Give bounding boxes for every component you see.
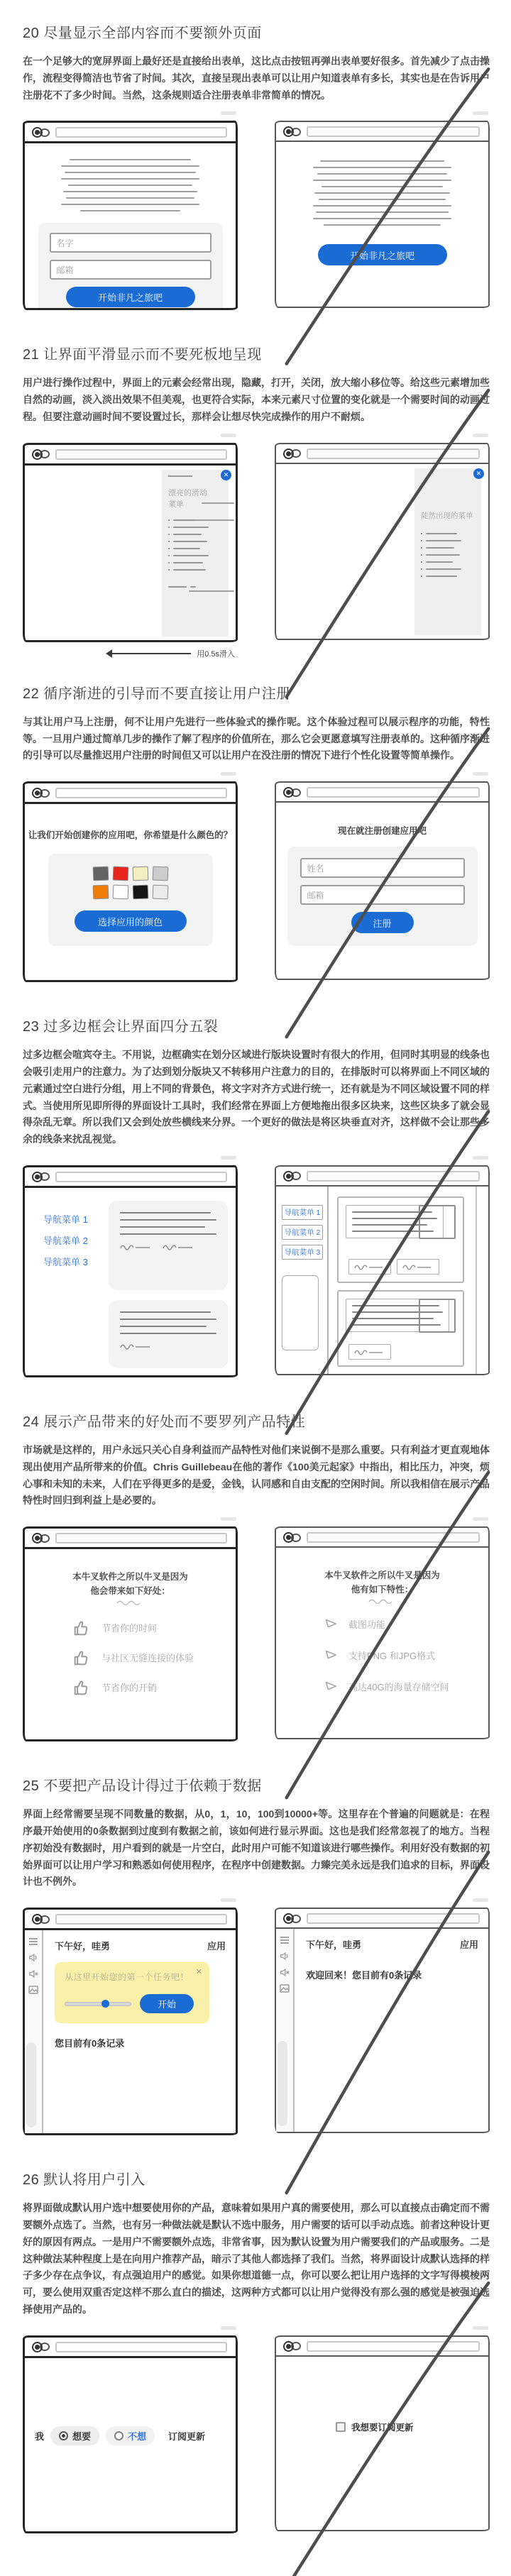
start-button[interactable]: 开始: [140, 1994, 194, 2013]
popup-menu-panel: [414, 468, 481, 635]
menu-label: 漂亮的滑动菜单: [168, 488, 207, 509]
thumbs-up-icon: [72, 1648, 92, 1668]
color-swatch[interactable]: [152, 885, 168, 900]
sketch-25-good: [23, 1908, 238, 2135]
benefit-item: 节省你的开销: [72, 1678, 236, 1697]
sketch-24-good: [23, 1526, 238, 1741]
menu-icon: [28, 1937, 38, 1946]
menu-items: [168, 519, 222, 571]
back-forward-icon: [32, 1172, 50, 1182]
callout-text: 从这里开始您的第一个任务吧！: [65, 1972, 189, 1983]
back-forward-icon: [283, 1532, 301, 1543]
choose-color-button[interactable]: 选择应用的颜色: [75, 910, 187, 932]
back-forward-icon: [283, 2341, 301, 2352]
url-bar: [307, 787, 480, 798]
progress-slider[interactable]: [65, 2002, 131, 2006]
annotation-line: [202, 502, 234, 504]
section-20-heading: 20 尽量显示全部内容而不要额外页面: [23, 26, 262, 41]
left-arrow-icon: [107, 653, 191, 654]
records-count-text: 您目前有0条记录: [55, 2038, 125, 2049]
section-25-body: 界面上经常需要呈现不同数量的数据，从0，1，10，100到10000+等。这里存在个普遍的问题就是：在程序最开始使用的0条数据到过度到有数据之前，该如何进行显示界面。这也是我们经常忽视了的地方。当程序初始没有数据时，用户看到的就是一片空白，此时用户可能不知道该进行哪些操作。利用好没有数据的初始界面可以让用户学习和熟悉如何使用程序，在程序中创建数据。力臻完美永远是我们追求的目标，界面设计也不例外。: [23, 1808, 490, 1888]
section-24-body: 市场就是这样的，用户永远只关心自身利益而产品特性对他们来说倒不是那么重要。只有利益才更直观地体现出使用产品所带来的价值。Chris Guillebeau在他的著作《100美元起家》中指出，相比压力，冲突，烦心事和未知的未来，人们在乎得更多的是爱，金钱，认同感和自由支配的空闲时间。所以我相信在展示产品特性时回归到利益上是必要的。: [23, 1443, 490, 1507]
app-header: [306, 1937, 478, 1951]
speaker-mute-icon: [28, 1969, 38, 1978]
radio-unselected-icon[interactable]: [114, 2431, 123, 2440]
corner-mark: [221, 1156, 236, 1160]
register-panel: [287, 847, 478, 946]
color-swatch[interactable]: [132, 866, 148, 881]
boxed-sidebar: [276, 1187, 329, 1374]
sketch-20-bad: [275, 121, 490, 308]
section-26: [23, 2168, 490, 2533]
browser-frame: [23, 1908, 238, 2135]
bordered-content-block: [337, 1290, 464, 1367]
browser-frame: [23, 781, 238, 982]
section-24-figures: [23, 1526, 490, 1741]
close-icon[interactable]: ✕: [473, 468, 484, 479]
checkbox-unchecked-icon[interactable]: [336, 2422, 346, 2432]
features-title: 本牛叉软件之所以牛叉是因为 他有如下特性：: [324, 1570, 440, 1595]
url-bar: [55, 788, 227, 798]
sketch-20-good: [23, 121, 238, 310]
browser-chrome: [25, 1529, 236, 1549]
section-21-body: 用户进行操作过程中，界面上的元素会经常出现，隐藏，打开，关闭，放大缩小移位等。给这些元素增加些自然的动画，淡入淡出效果不但美观，也更符合实际，本来元素尺寸位置的变化就是一个需要时间的动画过程。但要注意动画时间不要设置过长，那样会让想尽快完成操作的用户不耐烦。: [23, 377, 490, 422]
corner-mark: [221, 772, 236, 776]
section-22-body: 与其让用户马上注册，何不让用户先进行一些体验式的操作呢。这个体验过程可以展示程序的功能，特性等。一旦用户通过简单几步的操作了解了程序的价值所在，那么它会更愿意填写注册表单的。这种循序渐进的引导可以尽量推迟用户注册的时间但又可以让用户在没注册的情况下进行个性化设置等简单操作。: [23, 715, 490, 761]
benefits-title: 本牛叉软件之所以牛叉是因为 他会带来如下好处：: [72, 1572, 188, 1596]
url-bar: [307, 1171, 480, 1182]
back-forward-icon: [32, 2342, 50, 2352]
nav-link-1[interactable]: 导航菜单 1: [282, 1205, 323, 1220]
subscribe-checkbox-row: [336, 2421, 488, 2433]
color-swatch[interactable]: [152, 866, 168, 881]
corner-mark: [221, 111, 236, 115]
browser-frame: [23, 443, 238, 642]
sketch-24-bad: [275, 1526, 490, 1739]
color-swatch[interactable]: [112, 885, 128, 900]
checkbox-label: 我想要订阅更新: [351, 2422, 414, 2433]
browser-frame: [23, 121, 238, 310]
name-field[interactable]: 姓名: [300, 858, 465, 878]
url-bar: [55, 127, 227, 138]
app-header: [55, 1939, 226, 1952]
section-25: [23, 1774, 490, 2135]
option-prefix: 我: [35, 2431, 45, 2442]
corner-mark: [473, 1156, 488, 1160]
nav-link-2[interactable]: 导航菜单 2: [282, 1225, 323, 1240]
back-forward-icon: [32, 1533, 50, 1543]
features-list: [323, 1617, 488, 1695]
placeholder-text-lines: [313, 160, 451, 226]
browser-chrome: [276, 122, 488, 142]
slide-in-annotation: [107, 648, 235, 659]
browser-frame: [275, 781, 490, 980]
corner-mark: [221, 1517, 236, 1521]
placeholder-text-lines: [61, 159, 199, 211]
browser-chrome: [276, 1528, 488, 1548]
app-sidebar: [25, 1930, 43, 2133]
corner-mark: [473, 772, 488, 776]
back-forward-icon: [283, 448, 301, 459]
section-21-heading: 21 让界面平滑显示而不要死板地呈现: [23, 347, 262, 363]
bordered-squiggle-box: [348, 1344, 391, 1360]
browser-chrome: [25, 783, 236, 804]
url-bar: [55, 2342, 227, 2352]
benefits-list: [72, 1618, 236, 1697]
nav-link-3[interactable]: 导航菜单 3: [282, 1245, 323, 1260]
nav-link-3[interactable]: 导航菜单 3: [43, 1256, 88, 1267]
speaker-mute-icon: [280, 1968, 290, 1977]
section-24: [23, 1410, 490, 1741]
corner-mark: [473, 2326, 488, 2330]
menu-label: 陡然出现的菜单: [421, 511, 473, 520]
feature-item: 支持PNG 和JPG格式: [323, 1648, 488, 1663]
close-icon[interactable]: ✕: [221, 470, 231, 480]
app-sidebar: [276, 1929, 295, 2132]
url-bar: [307, 448, 480, 459]
image-placeholder-box: [419, 1205, 456, 1239]
welcome-message: 欢迎回来！您目前有0条记录: [306, 1970, 422, 1981]
sidebar-texture: [278, 2041, 287, 2126]
email-field[interactable]: 邮箱: [300, 885, 465, 905]
section-25-heading: 25 不要把产品设计得过于依赖于数据: [23, 1778, 262, 1795]
browser-frame: [275, 121, 490, 308]
underline-squiggle: [276, 1598, 488, 1604]
thumbs-up-icon: [72, 1618, 92, 1638]
browser-frame: [275, 443, 490, 640]
url-bar: [55, 1533, 227, 1543]
corner-mark: [473, 111, 488, 115]
color-swatch[interactable]: [92, 885, 109, 900]
url-bar: [55, 1914, 227, 1925]
speaker-icon: [28, 1953, 38, 1962]
app-menu-label[interactable]: 应用: [459, 1939, 478, 1951]
menu-icon: [280, 1936, 290, 1944]
radio-selected-icon[interactable]: [59, 2431, 68, 2440]
option-suffix: 订阅更新: [168, 2431, 206, 2442]
section-24-heading: 24 展示产品带来的好处而不要罗列产品特性: [23, 1414, 306, 1430]
thumbs-up-icon: [72, 1678, 92, 1697]
back-forward-icon: [32, 449, 50, 460]
sketch-26-good: [23, 2335, 238, 2533]
browser-chrome: [276, 1167, 488, 1187]
browser-chrome: [276, 444, 488, 464]
name-field[interactable]: 名字: [50, 233, 211, 253]
register-prompt: 现在就注册创建应用吧: [337, 826, 427, 837]
browser-chrome: [276, 783, 488, 803]
sketch-25-bad: [275, 1908, 490, 2133]
section-22-heading: 22 循序渐进的引导而不要直接让用户注册: [23, 686, 291, 702]
sketch-22-bad: [275, 781, 490, 980]
section-20: [23, 21, 490, 310]
url-bar: [55, 449, 227, 460]
url-bar: [307, 1532, 480, 1543]
bordered-squiggle-box: [397, 1259, 439, 1275]
browser-frame: [275, 1908, 490, 2133]
back-forward-icon: [32, 1914, 50, 1925]
empty-bordered-box: [282, 1275, 319, 1350]
slide-duration-note: 用0.5s滑入: [197, 649, 235, 659]
menu-items: [421, 533, 475, 577]
section-23: [23, 1015, 490, 1377]
feature-item: 高达40G的海量存储空间: [323, 1679, 488, 1695]
bordered-squiggle-box: [348, 1259, 391, 1275]
sketch-23-bad: [275, 1165, 490, 1375]
email-field[interactable]: 邮箱: [50, 260, 211, 280]
section-20-figures: [23, 121, 490, 310]
annotation-line: [189, 590, 234, 592]
corner-mark: [473, 1517, 488, 1521]
section-23-body: 过多边框会喧宾夺主。不用说，边框确实在划分区域进行版块设置时有很大的作用，但同时其明显的线条也会吸引走用户的注意力。为了达到划分版块又不转移用户注意力的目的，在排版时可以将界面上不同区域的元素通过空白进行分组，用上不同的背景色，将文字对齐方式进行统一，还有就是为不同区域设置不同的样式。当使用所见即所得的界面设计工具时，我们经常在界面上方便地拖出很多区块来，这些区块多了就会显得杂乱无章。所以我们又会到处放些横线来分界。一个更好的做法是将区块垂直对齐，这样做不会让那些多余的线条来扰乱视觉。: [23, 1049, 490, 1145]
underline-squiggle: [25, 1600, 236, 1605]
content-block: [109, 1201, 228, 1290]
url-bar: [55, 1172, 227, 1182]
back-forward-icon: [283, 1171, 301, 1182]
corner-mark: [221, 434, 236, 437]
section-23-figures: [23, 1165, 490, 1377]
browser-chrome: [25, 2338, 236, 2358]
sketch-21-bad: [275, 443, 490, 640]
browser-frame: [275, 2335, 490, 2531]
color-swatch[interactable]: [132, 885, 148, 900]
section-21: [23, 343, 490, 659]
corner-mark: [473, 434, 488, 437]
browser-chrome: [276, 2337, 488, 2357]
bordered-content-block: [337, 1196, 464, 1283]
pointer-icon: [323, 1679, 339, 1695]
section-22-figures: [23, 781, 490, 982]
sketch-21-good: [23, 443, 238, 659]
content-block: [109, 1300, 228, 1368]
pointer-icon: [323, 1648, 339, 1663]
greeting-text: 下午好，哇勇: [306, 1939, 362, 1951]
section-26-body: 将界面做成默认用户选中想要使用你的产品，意味着如果用户真的需要使用，那么可以直接点击确定而不需要额外点选了。当然，也有另一种做法就是默认不选中服务，用户需要的话可以手动点选。前者这种设计更好的原因有两点。一是用户不需要额外点选，非常省事，因为默认设置为用户需要我们的产品或服务。二是这种做法某种程度上是在向用户推荐产品，暗示了其他人都选择了我们。当然，将界面设计成默认选择的样子多少存在点争议，有点强迫用户的感觉。如果你想道德一点，你可以要么把让用户选择的文字写得模棱两可，要么使用双重否定这样不那么直白的描述，这两种方式都可以让用户觉得没有那么强的感觉是被强迫选择使用产品的。: [23, 2202, 490, 2315]
signature-squiggles: [120, 1343, 216, 1350]
slider-thumb[interactable]: [101, 2000, 109, 2008]
sketch-26-bad: [275, 2335, 490, 2531]
section-26-figures: [23, 2335, 490, 2533]
sidebar-texture: [26, 2042, 36, 2128]
menu-header-line: [168, 475, 192, 477]
section-22: [23, 682, 490, 982]
sketch-22-good: [23, 781, 238, 982]
onboarding-prompt: 让我们开始创建你的应用吧，你希望是什么颜色的？: [28, 830, 233, 841]
benefit-item: 节省你的时间: [72, 1618, 236, 1638]
browser-chrome: [25, 445, 236, 466]
section-20-body: 在一个足够大的宽屏界面上最好还是直接给出表单，这比点击按钮再弹出表单要好很多。首先减少了点击操作，流程变得简洁也节省了时间。其次，直接呈现出表单可以让用户知道表单有多长，其实也是在告诉用户注册花不了多少时间。当然，这条规则适合注册表单非常简单的情况。: [23, 55, 490, 101]
speaker-icon: [280, 1952, 290, 1961]
url-bar: [307, 1913, 480, 1924]
sketch-23-good: [23, 1165, 238, 1377]
browser-chrome: [276, 1909, 488, 1929]
back-forward-icon: [283, 787, 301, 798]
signature-squiggles: [120, 1243, 216, 1250]
nav-menu: [43, 1212, 88, 1276]
browser-frame: [275, 1165, 490, 1375]
color-picker-panel: [48, 854, 213, 946]
browser-frame: [275, 1526, 490, 1739]
back-forward-icon: [283, 1913, 301, 1924]
image-icon: [280, 1984, 290, 1993]
corner-mark: [221, 2326, 236, 2330]
close-icon[interactable]: ✕: [195, 1968, 202, 1977]
back-forward-icon: [32, 127, 50, 138]
section-26-heading: 26 默认将用户引入: [23, 2172, 145, 2189]
corner-mark: [473, 1898, 488, 1902]
nav-link-2[interactable]: 导航菜单 2: [43, 1235, 88, 1246]
nav-link-1[interactable]: 导航菜单 1: [43, 1213, 88, 1225]
corner-mark: [221, 1898, 236, 1902]
signup-panel: [38, 223, 223, 308]
browser-chrome: [25, 123, 236, 143]
first-task-callout: [55, 1962, 209, 2023]
color-swatch[interactable]: [92, 866, 109, 881]
pointer-icon: [323, 1617, 339, 1632]
image-placeholder-box: [419, 1299, 456, 1333]
color-swatch[interactable]: [112, 866, 128, 881]
browser-frame: [23, 2335, 238, 2533]
start-journey-button[interactable]: 开始非凡之旅吧: [318, 244, 447, 265]
browser-chrome: [25, 1167, 236, 1188]
image-icon: [28, 1986, 38, 1994]
annotation-line: [194, 519, 234, 521]
radio-option-no[interactable]: 不想: [106, 2426, 155, 2445]
benefit-item: 与社区无缝连接的体验: [72, 1648, 236, 1668]
url-bar: [307, 2341, 480, 2352]
subscribe-option-row: [35, 2426, 236, 2445]
browser-frame: [23, 1526, 238, 1741]
url-bar: [307, 126, 480, 137]
slide-menu-panel: [162, 470, 229, 637]
section-25-figures: [23, 1908, 490, 2135]
browser-frame: [23, 1165, 238, 1377]
app-menu-label[interactable]: 应用: [207, 1941, 226, 1952]
section-21-figures: [23, 443, 490, 659]
greeting-text: 下午好，哇勇: [55, 1941, 111, 1952]
section-23-heading: 23 过多边框会让界面四分五裂: [23, 1019, 219, 1035]
browser-chrome: [25, 1910, 236, 1930]
register-button[interactable]: 注册: [351, 912, 414, 933]
back-forward-icon: [283, 126, 301, 137]
radio-option-want[interactable]: 想要: [50, 2426, 99, 2445]
divider-line: [476, 1187, 477, 1374]
back-forward-icon: [32, 788, 50, 798]
feature-item: 截图功能: [323, 1617, 488, 1632]
color-swatches: [92, 866, 170, 899]
start-journey-button[interactable]: 开始非凡之旅吧: [66, 287, 195, 307]
